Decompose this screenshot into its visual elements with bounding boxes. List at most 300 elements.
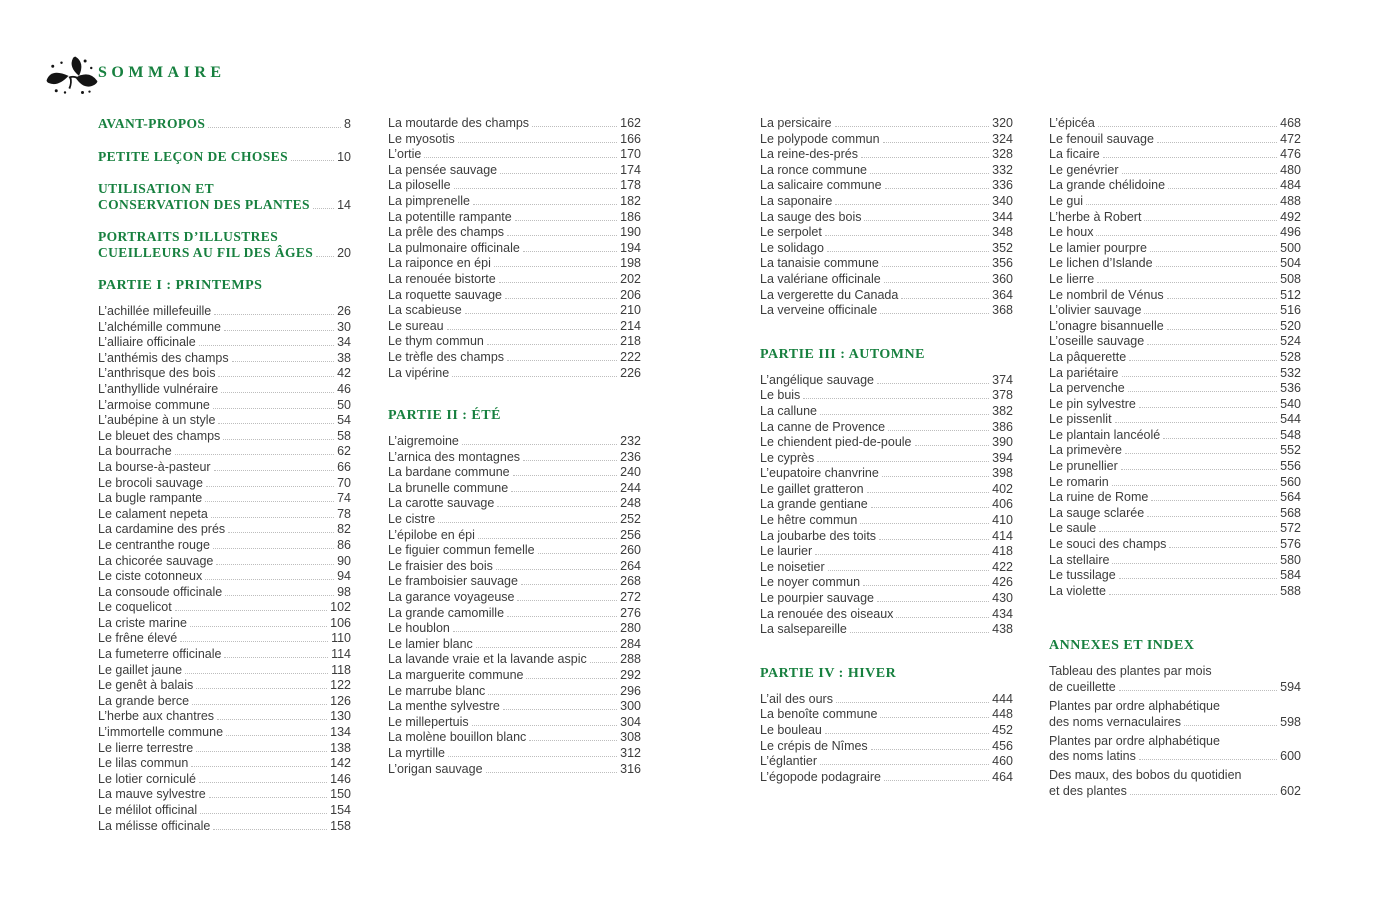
entry-page-number: 512: [1280, 287, 1301, 302]
entry-label: La brunelle commune: [388, 480, 509, 495]
dotted-leader: [1139, 407, 1277, 408]
entry-page-number: 14: [337, 197, 351, 212]
entry-page-number: 70: [337, 475, 351, 490]
entry-line: [388, 528, 641, 544]
toc-entry: [388, 366, 641, 382]
entry-page-number: 328: [992, 147, 1013, 162]
dotted-leader: [503, 709, 617, 710]
entry-label: L’angélique sauvage: [760, 372, 874, 387]
toc-entry: [760, 754, 1013, 770]
dotted-leader: [1119, 690, 1277, 691]
entry-line: [388, 303, 641, 319]
dotted-leader: [462, 444, 617, 445]
dotted-leader: [488, 694, 617, 695]
dotted-leader: [200, 813, 327, 814]
entry-line: [1049, 397, 1301, 413]
entry-line: [98, 756, 351, 772]
entry-page-number: 580: [1280, 552, 1301, 567]
toc-entry: [1049, 241, 1301, 257]
toc-entry: [388, 303, 641, 319]
entry-label: La mauve sylvestre: [98, 787, 206, 802]
toc-entry: [98, 476, 351, 492]
toc-entry: [388, 178, 641, 194]
entry-label: Le gui: [1049, 193, 1084, 208]
dotted-leader: [1144, 220, 1277, 221]
toc-column-3: [760, 116, 1013, 785]
entry-page-number: 206: [620, 287, 641, 302]
entry-label: Le laurier: [760, 544, 813, 559]
entry-page-number: 360: [992, 271, 1013, 286]
entry-page-number: 426: [992, 575, 1013, 590]
dotted-leader: [1086, 204, 1277, 205]
entry-line: [388, 730, 641, 746]
entry-label: La pâquerette: [1049, 349, 1127, 364]
dotted-leader: [499, 282, 617, 283]
toc-entry: [760, 770, 1013, 786]
dotted-leader: [228, 532, 334, 533]
entry-page-number: 50: [337, 397, 351, 412]
entry-line: [1049, 350, 1301, 366]
dotted-leader: [825, 235, 989, 236]
toc-entry: [388, 496, 641, 512]
dotted-leader: [1122, 376, 1278, 377]
entry-page-number: 30: [337, 319, 351, 334]
entry-line: [1049, 225, 1301, 241]
toc-entry: [1049, 116, 1301, 132]
entry-line: [760, 607, 1013, 623]
dotted-leader: [185, 673, 328, 674]
entry-line: [760, 482, 1013, 498]
entry-page-number: 62: [337, 444, 351, 459]
entry-line: [1049, 256, 1301, 272]
entry-label: La potentille rampante: [388, 209, 512, 224]
entry-page-number: 264: [620, 558, 641, 573]
entry-line: [98, 600, 351, 616]
entry-label: L’ortie: [388, 147, 422, 162]
entry-page-number: 142: [330, 756, 351, 771]
entry-line: [1049, 303, 1301, 319]
toc-entry: [388, 606, 641, 622]
entry-line: [1049, 459, 1301, 475]
dotted-leader: [827, 251, 989, 252]
entry-page-number: 94: [337, 569, 351, 584]
entry-line: [1049, 412, 1301, 428]
dotted-leader: [817, 461, 989, 462]
entry-page-number: 484: [1280, 178, 1301, 193]
front-matter-item: [98, 181, 351, 213]
entry-line: [98, 197, 351, 214]
toc-entry: [388, 559, 641, 575]
toc-entry: [1049, 334, 1301, 350]
entry-label: Le genêt à balais: [98, 678, 194, 693]
entry-label: La ruine de Rome: [1049, 490, 1149, 505]
entry-line: [98, 229, 351, 245]
section-heading: PARTIE IV : HIVER: [760, 665, 897, 681]
toc-entry: [760, 373, 1013, 389]
entry-page-number: 288: [620, 652, 641, 667]
entry-page-number: 146: [330, 771, 351, 786]
toc-entry: [388, 147, 641, 163]
toc-entry: [760, 256, 1013, 272]
dotted-leader: [500, 173, 617, 174]
entry-page-number: 532: [1280, 365, 1301, 380]
toc-entry: [98, 429, 351, 445]
entry-line: [98, 116, 351, 133]
dotted-leader: [1151, 500, 1277, 501]
toc-entry: [388, 730, 641, 746]
entry-label: La consoude officinale: [98, 584, 223, 599]
entry-page-number: 66: [337, 459, 351, 474]
entry-page-number: 448: [992, 707, 1013, 722]
entry-page-number: 82: [337, 522, 351, 537]
toc-entry: [1049, 459, 1301, 475]
entry-line: [760, 591, 1013, 607]
entry-label: Le pissenlit: [1049, 412, 1112, 427]
entry-line: [388, 746, 641, 762]
entry-page-number: 320: [992, 116, 1013, 130]
dotted-leader: [218, 423, 334, 424]
toc-entry: [98, 756, 351, 772]
entry-line: [98, 398, 351, 414]
entry-page-number: 434: [992, 606, 1013, 621]
toc-entry: [760, 225, 1013, 241]
toc-entry: [1049, 132, 1301, 148]
entry-line: [760, 178, 1013, 194]
toc-entry: [98, 631, 351, 647]
entry-label: La persicaire: [760, 116, 832, 130]
toc-entry: [388, 574, 641, 590]
toc-entry: [98, 663, 351, 679]
entry-label: L’aubépine à un style: [98, 413, 216, 428]
entry-line: [1049, 715, 1301, 731]
entry-line: [1049, 475, 1301, 491]
dotted-leader: [870, 173, 989, 174]
entry-label: La saponaire: [760, 193, 833, 208]
entry-label: Le saule: [1049, 521, 1097, 536]
dotted-leader: [825, 733, 989, 734]
dotted-leader: [454, 188, 618, 189]
toc-entry: [388, 699, 641, 715]
dotted-leader: [523, 251, 617, 252]
entry-page-number: 252: [620, 512, 641, 527]
entry-page-number: 430: [992, 591, 1013, 606]
entry-page-number: 248: [620, 496, 641, 511]
dotted-leader: [196, 751, 327, 752]
entry-label: de cueillette: [1049, 680, 1116, 694]
entry-label: La bugle rampante: [98, 491, 203, 506]
entry-line: [760, 707, 1013, 723]
entry-page-number: 324: [992, 131, 1013, 146]
entry-label: Le fenouil sauvage: [1049, 131, 1154, 146]
dotted-leader: [1128, 391, 1277, 392]
dotted-leader: [880, 717, 989, 718]
entry-label: Le figuier commun femelle: [388, 543, 535, 558]
dotted-leader: [196, 688, 327, 689]
dotted-leader: [224, 657, 328, 658]
entry-line: [388, 334, 641, 350]
toc-entry: [388, 241, 641, 257]
dotted-leader: [538, 553, 618, 554]
toc-entry: [388, 272, 641, 288]
entry-label: Le sureau: [388, 318, 444, 333]
entry-page-number: 352: [992, 240, 1013, 255]
toc-entry: [388, 256, 641, 272]
toc-entry: [1049, 225, 1301, 241]
entry-line: [98, 741, 351, 757]
entry-line: [388, 496, 641, 512]
entry-page-number: 344: [992, 209, 1013, 224]
entry-page-number: 572: [1280, 521, 1301, 536]
entry-page-number: 42: [337, 366, 351, 381]
toc-entry: [1049, 553, 1301, 569]
entry-page-number: 588: [1280, 583, 1301, 598]
toc-entry: [388, 210, 641, 226]
toc-entry: [98, 398, 351, 414]
entry-line: [388, 194, 641, 210]
dotted-leader: [1122, 173, 1278, 174]
toc-entry: [1049, 699, 1301, 730]
entry-line: [388, 147, 641, 163]
entry-label: Le crépis de Nîmes: [760, 738, 868, 753]
dotted-leader: [507, 360, 617, 361]
entry-line: [388, 366, 641, 382]
toc-entry: [388, 543, 641, 559]
toc-entry: [98, 569, 351, 585]
entry-line: [98, 507, 351, 523]
dotted-leader: [1144, 313, 1277, 314]
entry-label: UTILISATION ET: [98, 181, 215, 196]
entry-line: [1049, 768, 1301, 784]
dotted-leader: [860, 523, 989, 524]
entry-label: L’épilobe en épi: [388, 527, 475, 542]
dotted-leader: [815, 554, 989, 555]
entry-line: [388, 559, 641, 575]
entry-line: [760, 256, 1013, 272]
entry-label: L’olivier sauvage: [1049, 303, 1142, 318]
dotted-leader: [1163, 438, 1277, 439]
entry-label: La sauge sclarée: [1049, 505, 1145, 520]
dotted-leader: [1130, 794, 1277, 795]
dotted-leader: [497, 506, 617, 507]
entry-label: La ronce commune: [760, 162, 868, 177]
toc-entry: [760, 388, 1013, 404]
dotted-leader: [864, 220, 989, 221]
front-matter-item: [98, 149, 351, 166]
entry-label: La roquette sauvage: [388, 287, 502, 302]
entry-label: PORTRAITS D’ILLUSTRES: [98, 229, 279, 244]
toc-entry: [98, 460, 351, 476]
entry-line: [388, 350, 641, 366]
entry-label: L’armoise commune: [98, 397, 210, 412]
entry-label: La pariétaire: [1049, 365, 1119, 380]
dotted-leader: [1168, 188, 1277, 189]
toc-entry: [760, 178, 1013, 194]
entry-page-number: 504: [1280, 256, 1301, 271]
entry-line: [760, 692, 1013, 708]
toc-entry: [98, 694, 351, 710]
section-heading: PARTIE I : PRINTEMPS: [98, 278, 263, 293]
entry-page-number: 90: [337, 553, 351, 568]
entry-line: [1049, 664, 1301, 680]
toc-entry: [98, 413, 351, 429]
toc-entry: [98, 709, 351, 725]
entry-label: Le marrube blanc: [388, 683, 486, 698]
dotted-leader: [217, 719, 327, 720]
entry-label: Des maux, des bobos du quotidien: [1049, 768, 1242, 783]
entry-label: La grande camomille: [388, 605, 505, 620]
toc-entry: [98, 491, 351, 507]
dotted-leader: [1167, 329, 1277, 330]
entry-label: La bourrache: [98, 444, 172, 459]
toc-entry: [388, 194, 641, 210]
entry-page-number: 154: [330, 803, 351, 817]
dotted-leader: [529, 740, 617, 741]
toc-entry: [1049, 256, 1301, 272]
leaf-ornament-icon: [44, 54, 100, 96]
entry-page-number: 26: [337, 304, 351, 318]
entry-label: L’oseille sauvage: [1049, 334, 1145, 349]
entry-page-number: 438: [992, 622, 1013, 637]
entry-page-number: 312: [620, 745, 641, 760]
entry-line: [760, 163, 1013, 179]
entry-label: La violette: [1049, 583, 1106, 598]
entry-line: [98, 335, 351, 351]
toc-entry: [1049, 521, 1301, 537]
entry-line: [760, 388, 1013, 404]
entry-label: Le lamier blanc: [388, 636, 473, 651]
dotted-leader: [232, 361, 334, 362]
toc-entry: [760, 482, 1013, 498]
dotted-leader: [835, 204, 989, 205]
toc-entry: [760, 497, 1013, 513]
entry-page-number: 232: [620, 434, 641, 449]
dotted-leader: [476, 647, 617, 648]
entry-line: [1049, 147, 1301, 163]
entry-label: Plantes par ordre alphabétique: [1049, 733, 1220, 748]
entry-line: [760, 560, 1013, 576]
entry-label: Le gaillet jaune: [98, 662, 183, 677]
entry-line: [388, 543, 641, 559]
dotted-leader: [836, 702, 989, 703]
entry-line: [1049, 178, 1301, 194]
entry-label: La salicaire commune: [760, 178, 882, 193]
dotted-leader: [513, 475, 618, 476]
entry-label: La verveine officinale: [760, 303, 878, 318]
entry-line: [98, 772, 351, 788]
toc-entry: [760, 544, 1013, 560]
toc-entry: [760, 194, 1013, 210]
toc-entry: [98, 803, 351, 819]
dotted-leader: [486, 772, 618, 773]
entry-line: [98, 491, 351, 507]
entry-page-number: 8: [344, 117, 351, 131]
entry-line: [388, 590, 641, 606]
dotted-leader: [205, 579, 334, 580]
entry-label: Le plantain lancéolé: [1049, 427, 1161, 442]
entry-page-number: 178: [620, 178, 641, 193]
entry-page-number: 194: [620, 240, 641, 255]
entry-label: L’herbe aux chantres: [98, 709, 215, 724]
dotted-leader: [190, 626, 327, 627]
toc-entry: [1049, 288, 1301, 304]
entry-line: [1049, 163, 1301, 179]
toc-entry: [1049, 272, 1301, 288]
entry-page-number: 20: [337, 245, 351, 260]
entry-line: [760, 497, 1013, 513]
entry-page-number: 170: [620, 147, 641, 162]
entry-page-number: 368: [992, 303, 1013, 318]
entry-label: La criste marine: [98, 615, 187, 630]
entry-page-number: 394: [992, 450, 1013, 465]
entry-label: Le tussilage: [1049, 568, 1116, 583]
entry-page-number: 536: [1280, 381, 1301, 396]
toc-entry: [388, 621, 641, 637]
entry-line: [388, 116, 641, 132]
entry-page-number: 166: [620, 131, 641, 146]
toc-entry: [1049, 475, 1301, 491]
entry-label: Le buis: [760, 388, 801, 403]
entry-label: Le lilas commun: [98, 756, 189, 771]
dotted-leader: [1167, 298, 1277, 299]
entry-line: [98, 149, 351, 166]
entry-line: [98, 725, 351, 741]
dotted-leader: [879, 539, 989, 540]
entry-page-number: 492: [1280, 209, 1301, 224]
dotted-leader: [1184, 725, 1277, 726]
dotted-leader: [175, 454, 334, 455]
dotted-leader: [896, 617, 989, 618]
entry-line: [388, 256, 641, 272]
entry-line: [760, 303, 1013, 319]
dotted-leader: [915, 445, 990, 446]
entry-label: Le trèfle des champs: [388, 349, 505, 364]
toc-entry: [1049, 768, 1301, 799]
entry-page-number: 414: [992, 528, 1013, 543]
entry-label: des noms latins: [1049, 749, 1136, 764]
dotted-leader: [1121, 469, 1277, 470]
entry-line: [388, 434, 641, 450]
dotted-leader: [511, 491, 617, 492]
entry-page-number: 382: [992, 403, 1013, 418]
dotted-leader: [214, 314, 334, 315]
section-heading: PARTIE III : AUTOMNE: [760, 346, 925, 362]
entry-line: [98, 787, 351, 803]
entry-line: [1049, 210, 1301, 226]
dotted-leader: [453, 631, 617, 632]
section-heading: ANNEXES ET INDEX: [1049, 638, 1195, 654]
entry-line: [760, 529, 1013, 545]
toc-entry: [388, 465, 641, 481]
entry-label: Le polypode commun: [760, 131, 880, 146]
dotted-leader: [871, 749, 989, 750]
entry-page-number: 386: [992, 419, 1013, 434]
entry-page-number: 544: [1280, 412, 1301, 427]
entry-line: [1049, 194, 1301, 210]
toc-entry: [760, 241, 1013, 257]
dotted-leader: [883, 142, 990, 143]
toc-entry: [98, 725, 351, 741]
entry-label: Le pourpier sauvage: [760, 591, 874, 606]
entry-line: [388, 288, 641, 304]
dotted-leader: [1169, 547, 1277, 548]
toc-entry: [1049, 584, 1301, 600]
dotted-leader: [1147, 344, 1277, 345]
entry-page-number: 316: [620, 761, 641, 776]
entry-label: L’anthémis des champs: [98, 350, 229, 365]
toc-entry: [760, 513, 1013, 529]
entry-page-number: 186: [620, 209, 641, 224]
entry-label: La menthe sylvestre: [388, 699, 500, 714]
